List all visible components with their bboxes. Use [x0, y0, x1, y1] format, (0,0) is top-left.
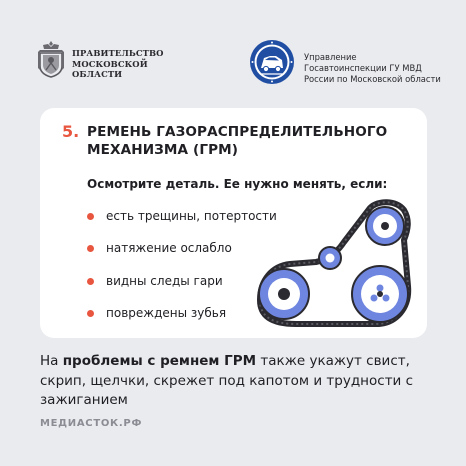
timing-belt-pulleys-icon	[256, 196, 416, 332]
bottom-note-suffix: также укажут свист, скрип, щелчки, скрежет под капотом и трудности с зажиганием	[40, 353, 414, 408]
bottom-note-highlight: проблемы с ремнем ГРМ	[62, 353, 257, 369]
police-title	[304, 52, 441, 85]
gov-title-line: МОСКОВСКОЙ	[72, 58, 148, 69]
list-item-text: видны следы гари	[106, 274, 223, 288]
bullet-dot-icon	[87, 278, 94, 285]
header	[0, 0, 466, 96]
moscow-oblast-crest-icon	[36, 40, 66, 78]
gov-title	[72, 48, 164, 80]
list-item-text: натяжение ослабло	[106, 241, 232, 255]
bullet-dot-icon	[87, 213, 94, 220]
footer-site: МЕДИАСТОК.РФ	[40, 418, 143, 429]
police-title-line: Госавтоинспекции ГУ МВД	[304, 63, 422, 73]
step-title-line: МЕХАНИЗМА (ГРМ)	[87, 141, 239, 158]
police-title-line: Управление	[304, 52, 357, 62]
step-number: 5.	[62, 122, 80, 141]
police-title-line: России по Московской области	[304, 74, 441, 84]
traffic-police-emblem-icon	[249, 39, 295, 85]
gov-title-line: ПРАВИТЕЛЬСТВО	[72, 48, 164, 58]
gov-title-line: ОБЛАСТИ	[72, 69, 123, 80]
bullet-dot-icon	[87, 310, 94, 317]
bottom-note-prefix: На	[40, 353, 63, 369]
list-item-text: есть трещины, потертости	[106, 209, 277, 223]
step-title	[87, 124, 407, 159]
step-title-line: РЕМЕНЬ ГАЗОРАСПРЕДЕЛИТЕЛЬНОГО	[87, 124, 388, 140]
lead-text: Осмотрите деталь. Ее нужно менять, если:	[87, 177, 388, 191]
bullet-dot-icon	[87, 245, 94, 252]
list-item-text: повреждены зубья	[106, 306, 227, 320]
bottom-note	[40, 352, 440, 411]
